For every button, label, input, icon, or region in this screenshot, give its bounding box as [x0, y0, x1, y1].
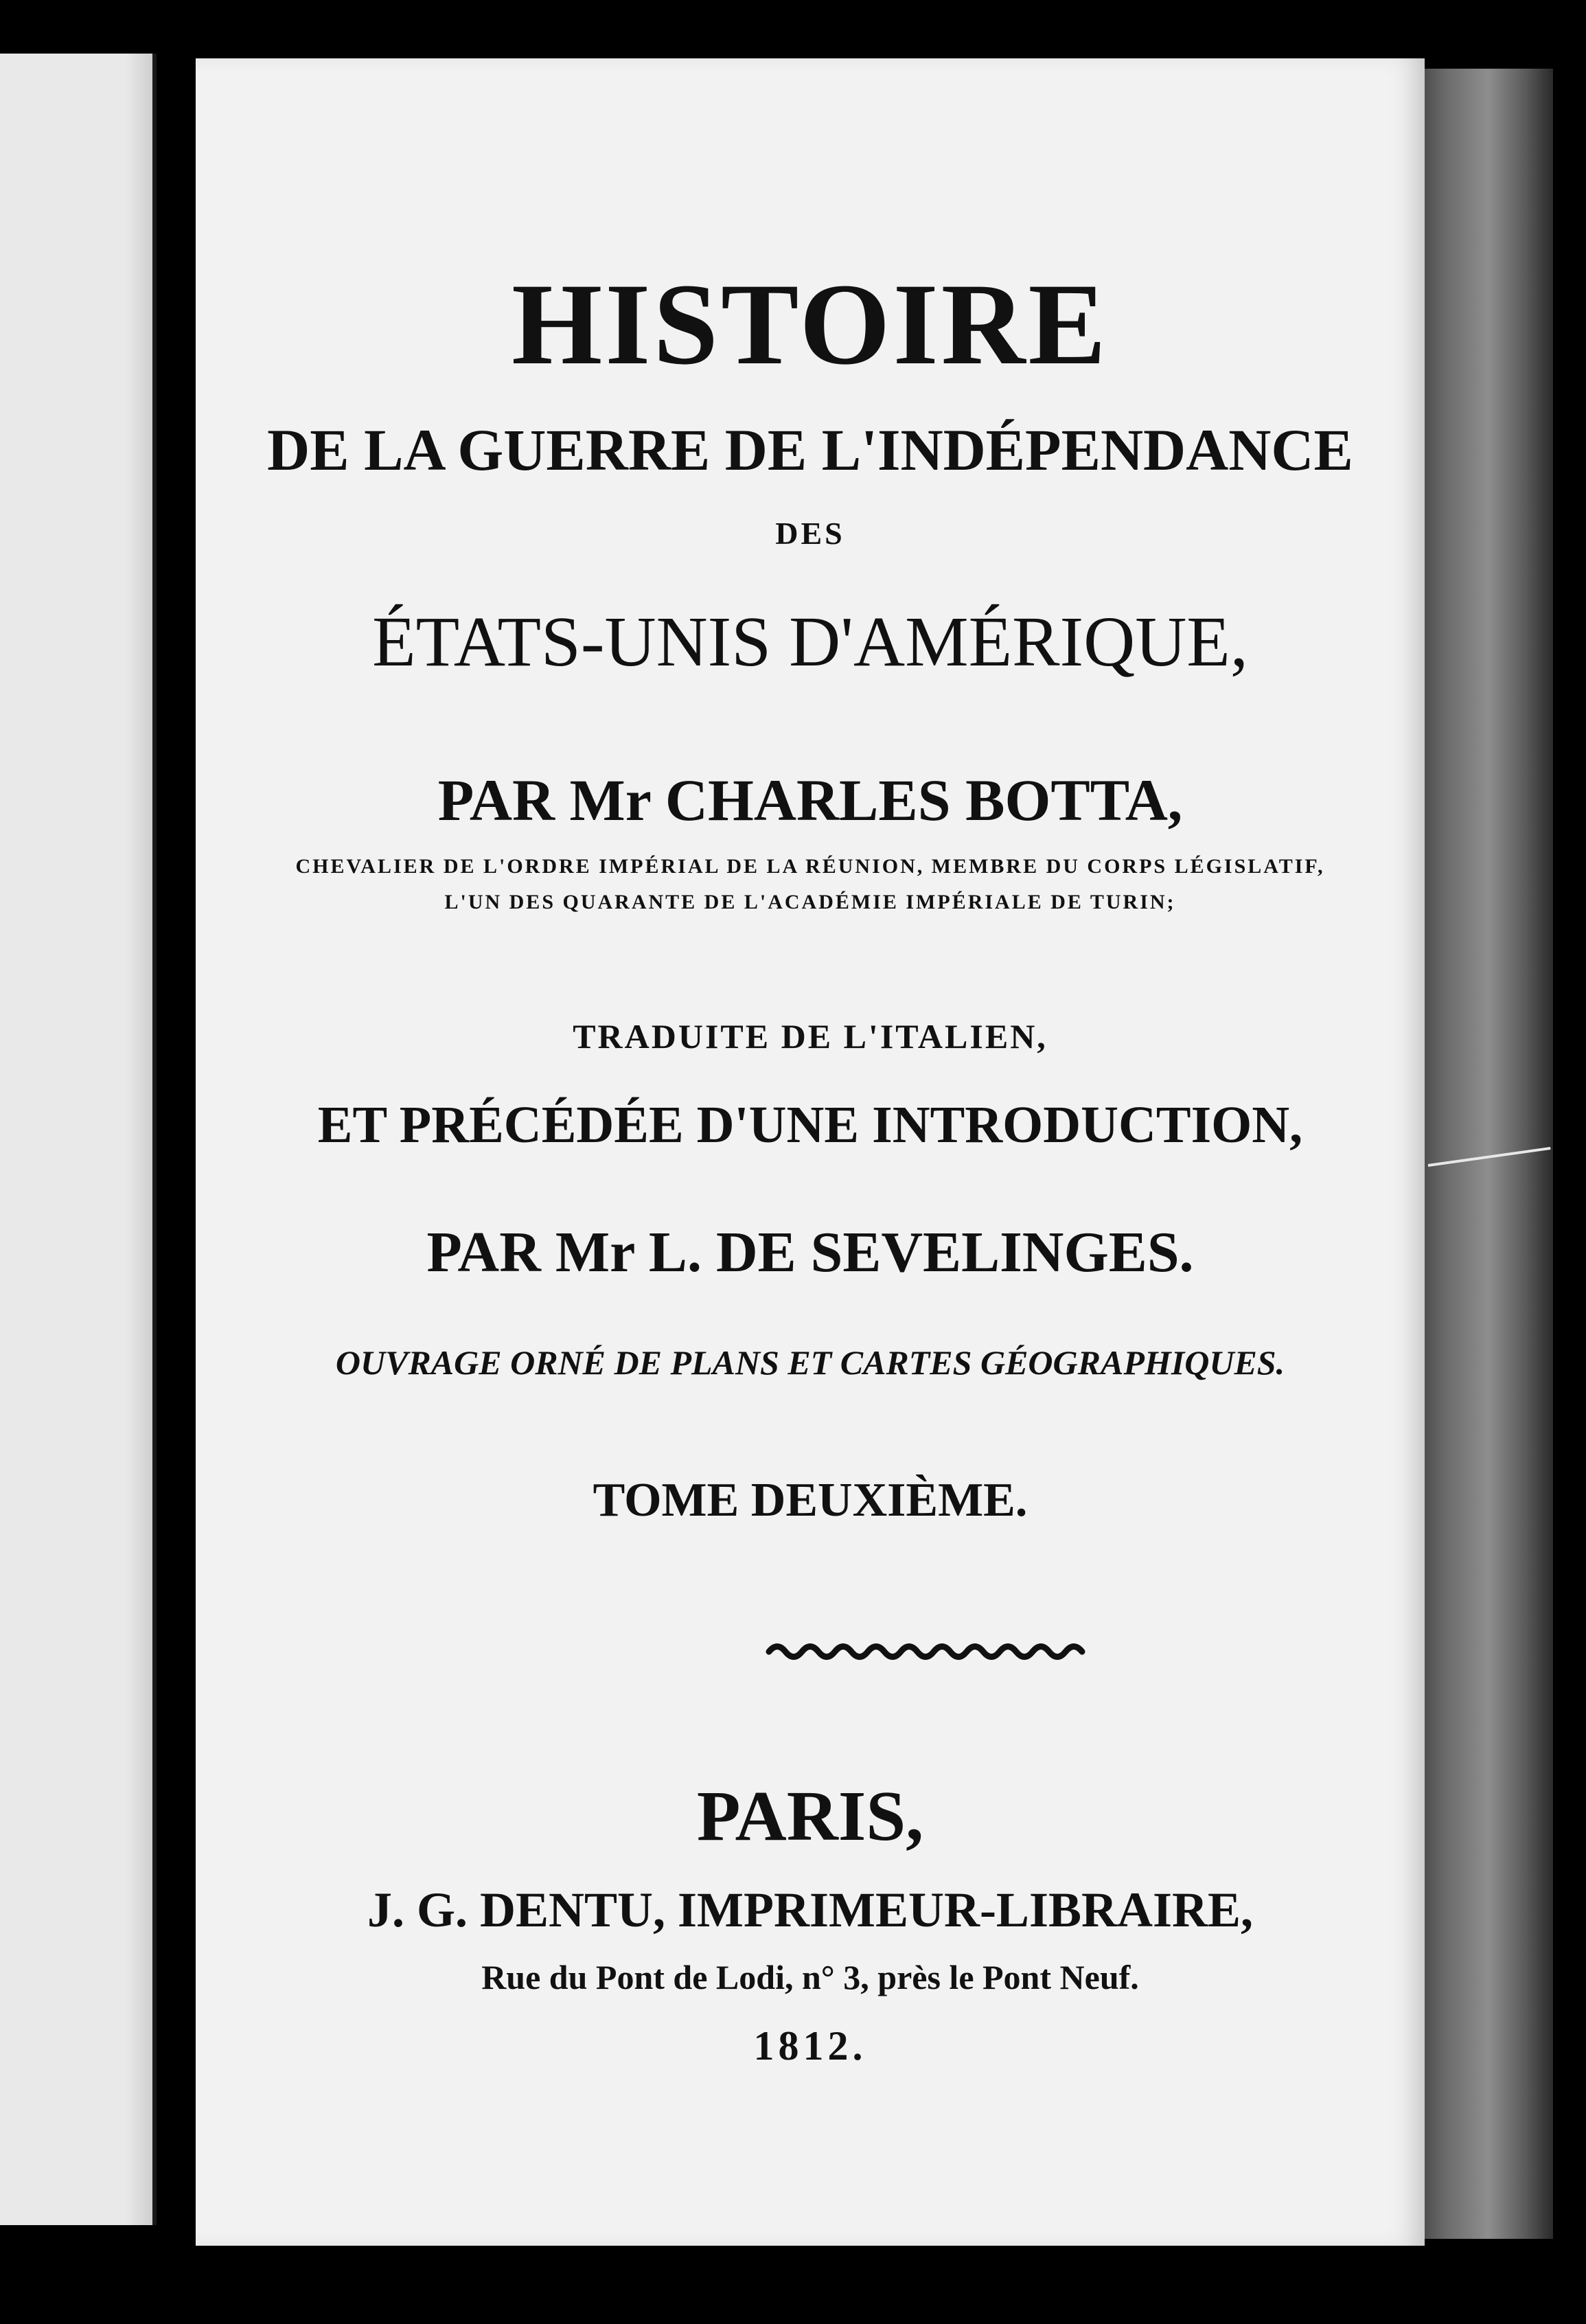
author-credentials-2: L'UN DES QUARANTE DE L'ACADÉMIE IMPÉRIALE DE TURIN; — [444, 891, 1176, 913]
translator-line: PAR Mr L. DE SEVELINGES. — [426, 1220, 1194, 1284]
publication-city: PARIS, — [696, 1777, 924, 1856]
printer-line: J. G. DENTU, IMPRIMEUR-LIBRAIRE, — [367, 1882, 1254, 1937]
illustrations-note: OUVRAGE ORNÉ DE PLANS ET CARTES GÉOGRAPHIQUES. — [335, 1343, 1285, 1382]
title-page — [196, 58, 1425, 2246]
wavy-rule-ornament-icon — [766, 1638, 1088, 1665]
author-credentials-1: CHEVALIER DE L'ORDRE IMPÉRIAL DE LA RÉUNION, MEMBRE DU CORPS LÉGISLATIF, — [295, 855, 1325, 878]
book-title: HISTOIRE — [512, 260, 1109, 389]
book-subtitle: DE LA GUERRE DE L'INDÉPENDANCE — [267, 417, 1353, 483]
printer-address: Rue du Pont de Lodi, n° 3, près le Pont Neuf. — [481, 1958, 1139, 1996]
author-line: PAR Mr CHARLES BOTTA, — [437, 767, 1183, 833]
translation-note: TRADUITE DE L'ITALIEN, — [573, 1017, 1048, 1056]
introduction-note: ET PRÉCÉDÉE D'UNE INTRODUCTION, — [317, 1096, 1303, 1154]
subtitle-connector: DES — [775, 516, 845, 551]
publication-year: 1812. — [753, 2023, 867, 2069]
facing-page — [0, 54, 157, 2225]
subtitle-nation: ÉTATS-UNIS D'AMÉRIQUE, — [372, 602, 1248, 681]
facing-page-edge — [125, 54, 152, 2225]
volume-label: TOME DEUXIÈME. — [593, 1474, 1028, 1527]
book-spine — [1409, 69, 1553, 2239]
